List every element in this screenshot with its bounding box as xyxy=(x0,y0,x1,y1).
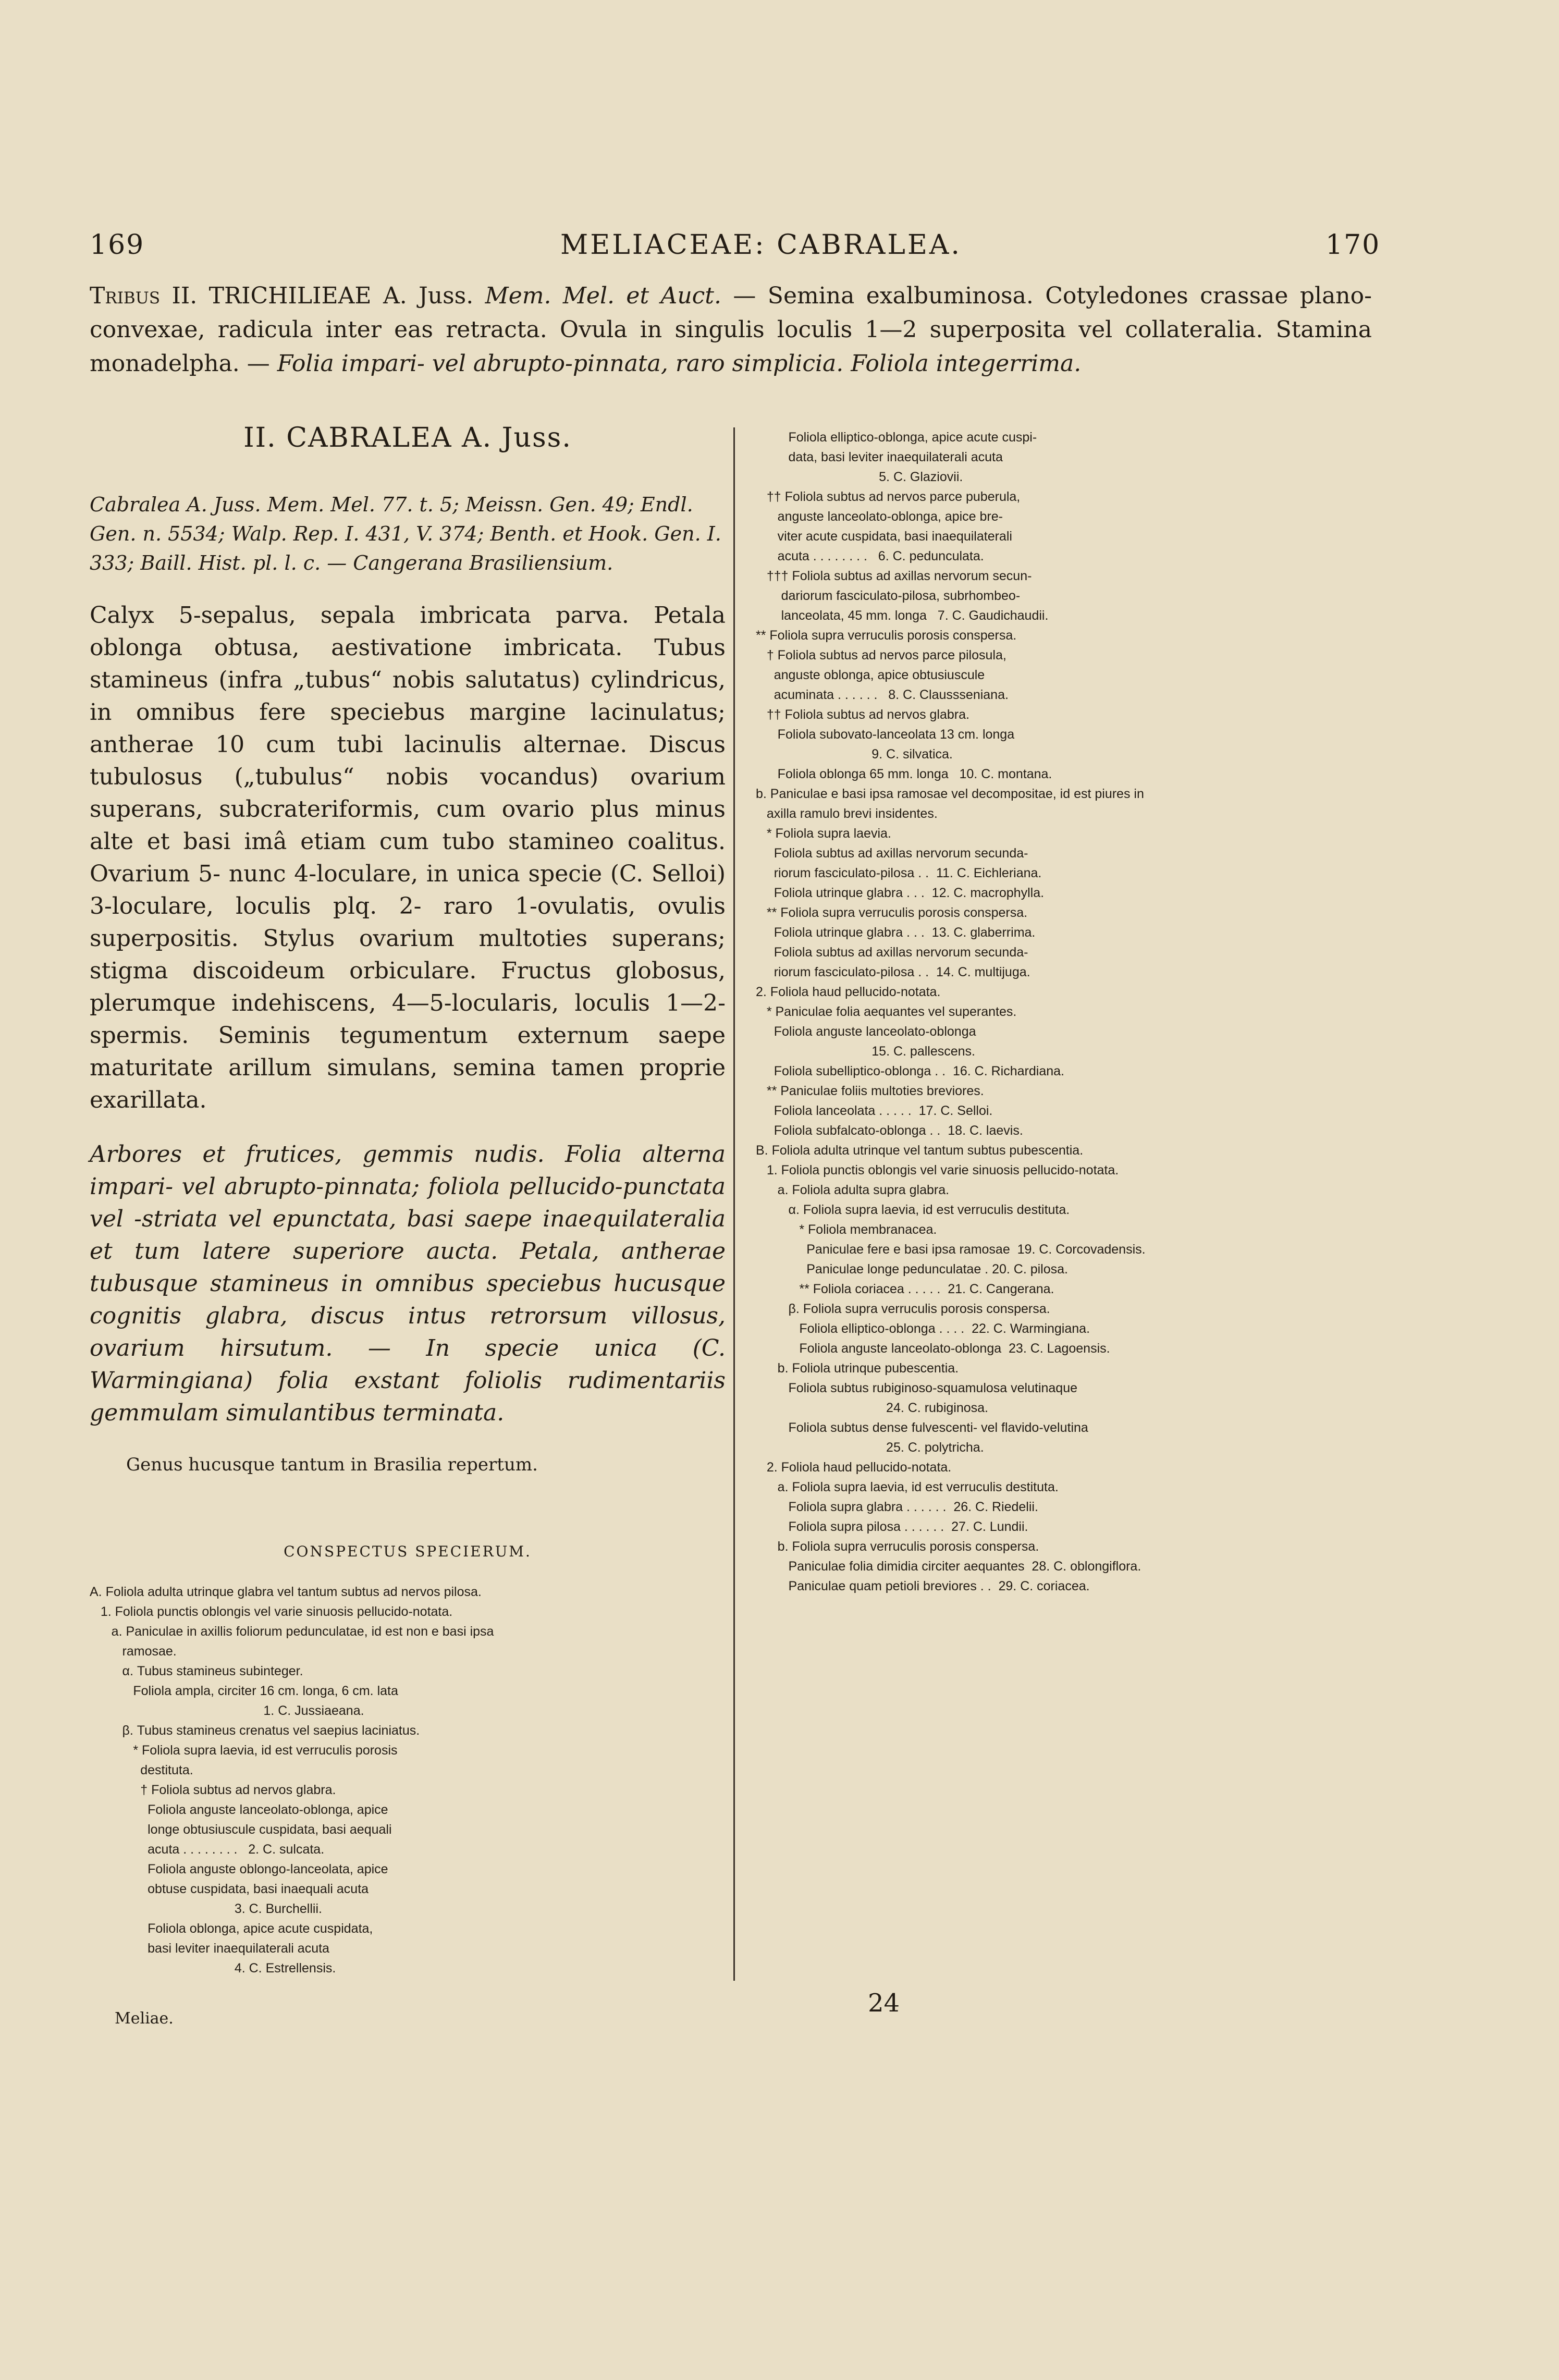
key-line: 15. C. pallescens. xyxy=(756,1044,975,1059)
key-line: ramosae. xyxy=(90,1644,177,1659)
key-line: Foliola elliptico-oblonga, apice acute cuspi- xyxy=(756,430,1037,445)
key-line: α. Foliola supra laevia, id est verruculis destituta. xyxy=(756,1203,1070,1217)
column-divider xyxy=(733,427,735,1981)
key-line: Paniculae fere e basi ipsa ramosae 19. C. Corcovadensis. xyxy=(756,1242,1146,1257)
key-line: A. Foliola adulta utrinque glabra vel tantum subtus ad nervos pilosa. xyxy=(90,1585,482,1599)
page-number-left: 169 xyxy=(90,229,145,261)
key-line: † Foliola subtus ad nervos parce pilosula, xyxy=(756,648,1006,663)
running-title: MELIACEAE: CABRALEA. xyxy=(560,229,962,261)
tribe-label: Tribus xyxy=(90,283,161,309)
key-line: 25. C. polytricha. xyxy=(756,1440,984,1455)
key-line: Foliola subovato-lanceolata 13 cm. longa xyxy=(756,727,1015,742)
key-line: b. Foliola supra verruculis porosis conspersa. xyxy=(756,1539,1039,1554)
key-line: Foliola ampla, circiter 16 cm. longa, 6 cm. lata xyxy=(90,1684,398,1698)
key-line: ** Foliola supra verruculis porosis conspersa. xyxy=(756,905,1028,920)
key-line: 4. C. Estrellensis. xyxy=(90,1961,336,1976)
key-line: Foliola subtus ad axillas nervorum secunda- xyxy=(756,846,1028,861)
key-line: a. Foliola supra laevia, id est verruculis destituta. xyxy=(756,1480,1059,1494)
left-column xyxy=(90,422,726,1978)
key-line: Foliola lanceolata . . . . . 17. C. Selloi. xyxy=(756,1103,993,1118)
key-right xyxy=(756,427,1360,1596)
genus-note: Genus hucusque tantum in Brasilia repertum. xyxy=(126,1454,538,1475)
tribe-paragraph xyxy=(90,279,1372,381)
key-line: anguste lanceolato-oblonga, apice bre- xyxy=(756,509,1003,524)
key-line: Foliola utrinque glabra . . . 13. C. glaberrima. xyxy=(756,925,1036,940)
key-line: Foliola utrinque glabra . . . 12. C. macrophylla. xyxy=(756,886,1045,900)
key-line: Paniculae folia dimidia circiter aequantes 28. C. oblongiflora. xyxy=(756,1559,1141,1574)
key-line: 9. C. silvatica. xyxy=(756,747,953,762)
genus-synonymy: Cabralea A. Juss. Mem. Mel. 77. t. 5; Meissn. Gen. 49; Endl. Gen. n. 5534; Walp. Rep. I. 431, V. 374; Benth. et Hook. Gen. I. 333; Baill. Hist. pl. l. c. — Cangerana Brasiliensium. xyxy=(90,493,721,574)
key-line: ** Paniculae foliis multoties breviores. xyxy=(756,1084,984,1098)
key-line: b. Foliola utrinque pubescentia. xyxy=(756,1361,959,1376)
conspectus-title: CONSPECTUS SPECIERUM. xyxy=(284,1543,532,1560)
key-line: riorum fasciculato-pilosa . . 14. C. multijuga. xyxy=(756,965,1030,979)
page-number-right: 170 xyxy=(1325,229,1381,261)
key-line: Foliola supra pilosa . . . . . . 27. C. Lundii. xyxy=(756,1519,1028,1534)
key-line: 2. Foliola haud pellucido-notata. xyxy=(756,1460,952,1475)
genus-description: Calyx 5-sepalus, sepala imbricata parva. Petala oblonga obtusa, aestivatione imbricata. Tubus stamineus (infra „tubus“ nobis salutatus) cylindricus, in omnibus fere speciebus margine lacinulatus; antherae 10 cum tubi lacinulis alternae. Discus tubulosus („tubulus“ nobis vocandus) ovarium superans, subcrateriformis, cum ovario plus minus alte et basi imâ etiam cum tubo stamineo coalitus. Ovarium 5- nunc 4-loculare, in unica specie (C. Selloi) 3-loculare, loculis plq. 2- raro 1-ovulatis, ovulis superpositis. Stylus ovarium multoties superans; stigma discoideum orbiculare. Fructus globosus, plerumque indehiscens, 4—5-locularis, loculis 1—2-spermis. Seminis tegumentum externum saepe maturitate arillum simulans, semina tamen proprie exarillata. xyxy=(90,602,726,1113)
tribe-italic: Folia impari- vel abrupto-pinnata, raro simplicia. Foliola integerrima. xyxy=(277,350,1082,377)
key-line: Foliola subelliptico-oblonga . . 16. C. Richardiana. xyxy=(756,1064,1064,1078)
key-line: †† Foliola subtus ad nervos parce puberula, xyxy=(756,489,1021,504)
key-line: basi leviter inaequilaterali acuta xyxy=(90,1941,329,1956)
key-line: 5. C. Glaziovii. xyxy=(756,470,963,484)
key-line: ** Foliola coriacea . . . . . 21. C. Cangerana. xyxy=(756,1282,1054,1296)
key-line: † Foliola subtus ad nervos glabra. xyxy=(90,1783,336,1797)
tribe-description: — Semina exalbuminosa. Cotyledones crassae plano-convexae, radicula inter eas retracta. Ovula in singulis loculis 1—2 superposita vel collateralia. Stamina monadelpha. — xyxy=(90,283,1372,377)
key-line: Paniculae quam petioli breviores . . 29. C. coriacea. xyxy=(756,1579,1090,1593)
genus-title: II. CABRALEA A. Juss. xyxy=(243,422,572,453)
key-line: longe obtusiuscule cuspidata, basi aequali xyxy=(90,1822,392,1837)
key-left xyxy=(90,1582,726,1978)
key-line: Foliola subtus dense fulvescenti- vel flavido-velutina xyxy=(756,1420,1088,1435)
key-line: Foliola anguste lanceolato-oblonga, apice xyxy=(90,1802,388,1817)
key-line: 1. Foliola punctis oblongis vel varie sinuosis pellucido-notata. xyxy=(90,1604,453,1619)
key-line: β. Foliola supra verruculis porosis conspersa. xyxy=(756,1302,1050,1316)
key-line: Foliola subtus ad axillas nervorum secunda- xyxy=(756,945,1028,960)
key-line: Foliola anguste lanceolato-oblonga 23. C. Lagoensis. xyxy=(756,1341,1110,1356)
key-line: ††† Foliola subtus ad axillas nervorum secun- xyxy=(756,569,1032,583)
key-line: 2. Foliola haud pellucido-notata. xyxy=(756,985,941,999)
right-column xyxy=(756,427,1360,1596)
key-line: ** Foliola supra verruculis porosis conspersa. xyxy=(756,628,1017,643)
footer-signature: Meliae. xyxy=(115,2009,174,2028)
signature-number: 24 xyxy=(868,1989,900,2018)
key-line: acuminata . . . . . . 8. C. Claussseniana. xyxy=(756,688,1009,702)
key-line: dariorum fasciculato-pilosa, subrhombeo- xyxy=(756,588,1021,603)
key-line: Foliola elliptico-oblonga . . . . 22. C. Warmingiana. xyxy=(756,1321,1090,1336)
key-line: destituta. xyxy=(90,1763,193,1777)
key-line: 1. Foliola punctis oblongis vel varie sinuosis pellucido-notata. xyxy=(756,1163,1119,1177)
tribe-name: II. TRICHILIEAE A. Juss. xyxy=(160,283,485,309)
key-line: obtuse cuspidata, basi inaequali acuta xyxy=(90,1882,369,1896)
key-line: lanceolata, 45 mm. longa 7. C. Gaudichaudii. xyxy=(756,608,1049,623)
key-line: viter acute cuspidata, basi inaequilaterali xyxy=(756,529,1012,544)
key-line: Foliola subfalcato-oblonga . . 18. C. laevis. xyxy=(756,1123,1023,1138)
key-line: Paniculae longe pedunculatae . 20. C. pilosa. xyxy=(756,1262,1068,1277)
genus-habit: Arbores et frutices, gemmis nudis. Folia alterna impari- vel abrupto-pinnata; foliola pellucido-punctata vel -striata vel epunctata, basi saepe inaequilateralia et tum latere superiore aucta. Petala, antherae tubusque stamineus in omnibus speciebus hucusque cognitis glabra, discus intus retrorsum villosus, ovarium hirsutum. — In specie unica (C. Warmingiana) folia exstant foliolis rudimentariis gemmulam simulantibus terminata. xyxy=(90,1141,726,1426)
key-line: acuta . . . . . . . . 2. C. sulcata. xyxy=(90,1842,325,1857)
key-line: * Paniculae folia aequantes vel superantes. xyxy=(756,1004,1017,1019)
key-line: Foliola anguste oblongo-lanceolata, apice xyxy=(90,1862,388,1876)
key-line: * Foliola supra laevia, id est verruculis porosis xyxy=(90,1743,398,1758)
key-line: acuta . . . . . . . . 6. C. pedunculata. xyxy=(756,549,984,563)
key-line: 3. C. Burchellii. xyxy=(90,1901,322,1916)
key-line: Foliola subtus rubiginoso-squamulosa velutinaque xyxy=(756,1381,1078,1395)
key-line: 1. C. Jussiaeana. xyxy=(90,1703,364,1718)
key-line: axilla ramulo brevi insidentes. xyxy=(756,806,938,821)
key-line: 24. C. rubiginosa. xyxy=(756,1401,988,1415)
key-line: Foliola anguste lanceolato-oblonga xyxy=(756,1024,976,1039)
key-line: Foliola oblonga, apice acute cuspidata, xyxy=(90,1921,373,1936)
key-line: riorum fasciculato-pilosa . . 11. C. Eichleriana. xyxy=(756,866,1042,880)
key-line: a. Paniculae in axillis foliorum pedunculatae, id est non e basi ipsa xyxy=(90,1624,494,1639)
key-line: β. Tubus stamineus crenatus vel saepius laciniatus. xyxy=(90,1723,420,1738)
key-line: data, basi leviter inaequilaterali acuta xyxy=(756,450,1003,464)
key-line: * Foliola membranacea. xyxy=(756,1222,937,1237)
tribe-reference: Mem. Mel. et Auct. xyxy=(485,283,721,309)
key-line: α. Tubus stamineus subinteger. xyxy=(90,1664,303,1678)
key-line: b. Paniculae e basi ipsa ramosae vel decompositae, id est piures in xyxy=(756,787,1144,801)
key-line: Foliola oblonga 65 mm. longa 10. C. montana. xyxy=(756,767,1052,781)
key-line: Foliola supra glabra . . . . . . 26. C. Riedelii. xyxy=(756,1500,1038,1514)
key-line: †† Foliola subtus ad nervos glabra. xyxy=(756,707,969,722)
key-line: anguste oblonga, apice obtusiuscule xyxy=(756,668,985,682)
key-line: B. Foliola adulta utrinque vel tantum subtus pubescentia. xyxy=(756,1143,1084,1158)
key-line: * Foliola supra laevia. xyxy=(756,826,891,841)
key-line: a. Foliola adulta supra glabra. xyxy=(756,1183,950,1197)
